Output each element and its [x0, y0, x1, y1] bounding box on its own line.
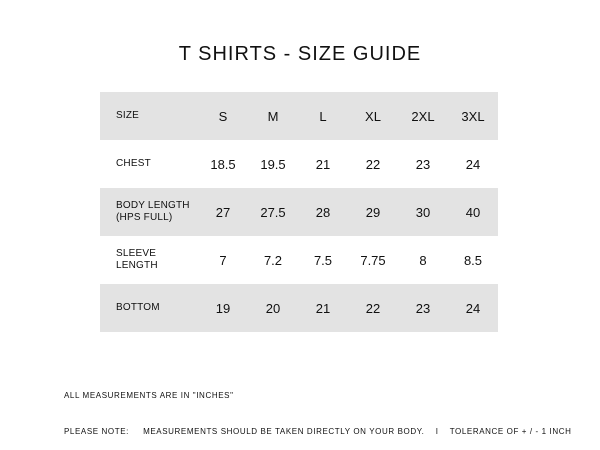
- size-header: XL: [348, 92, 398, 140]
- table-cell: 23: [415, 156, 431, 172]
- table-cell: 23: [398, 284, 448, 332]
- size-guide-table: [100, 92, 498, 332]
- table-cell: 24: [448, 284, 498, 332]
- size-header: 2XL: [398, 92, 448, 140]
- table-row-body-length: [100, 188, 498, 236]
- table-row-chest: [100, 140, 498, 188]
- footnotes: [64, 366, 571, 450]
- table-header-row: [100, 92, 498, 140]
- units-note: ALL MEASUREMENTS ARE IN "INCHES": [64, 391, 234, 400]
- table-cell: 24: [465, 156, 481, 172]
- table-cell: 7: [219, 252, 227, 268]
- table-cell: 7.2: [263, 252, 283, 268]
- measurement-note: PLEASE NOTE: MEASUREMENTS SHOULD BE TAKEN DIRECTLY ON YOUR BODY. I TOLERANCE OF + / - 1 INCH: [64, 427, 572, 436]
- row-label: BODY LENGTH (HPS FULL): [100, 188, 198, 236]
- table-cell: 28: [298, 188, 348, 236]
- table-cell: 30: [398, 188, 448, 236]
- table-cell: 19: [198, 284, 248, 332]
- row-label: SLEEVE LENGTH: [116, 248, 158, 271]
- row-label: BOTTOM: [100, 284, 198, 332]
- table-cell: 8.5: [463, 252, 483, 268]
- table-cell: 40: [448, 188, 498, 236]
- table-cell: 18.5: [210, 156, 236, 172]
- table-cell: 21: [298, 284, 348, 332]
- table-cell: 20: [248, 284, 298, 332]
- table-cell: 7.5: [313, 252, 333, 268]
- row-label: CHEST: [116, 158, 151, 169]
- table-cell: 22: [365, 156, 381, 172]
- size-header: 3XL: [448, 92, 498, 140]
- table-cell: 27.5: [248, 188, 298, 236]
- size-header: S: [198, 92, 248, 140]
- table-cell: 29: [348, 188, 398, 236]
- table-cell: 19.5: [260, 156, 286, 172]
- table-cell: 7.75: [360, 252, 386, 268]
- table-row-bottom: [100, 284, 498, 332]
- table-cell: 8: [419, 252, 427, 268]
- page-title: T SHIRTS - SIZE GUIDE: [178, 43, 422, 66]
- table-cell: 27: [198, 188, 248, 236]
- size-header: M: [248, 92, 298, 140]
- table-cell: 21: [315, 156, 331, 172]
- table-row-sleeve-length: [100, 236, 498, 284]
- size-header: L: [298, 92, 348, 140]
- table-cell: 22: [348, 284, 398, 332]
- header-label: SIZE: [100, 92, 198, 140]
